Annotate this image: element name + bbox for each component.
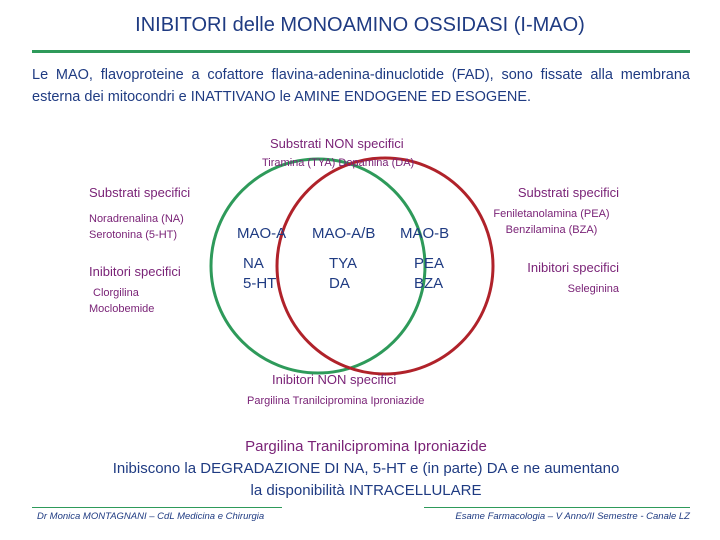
left-inhibitor-0: Clorgilina — [93, 287, 139, 299]
mao-ab-substrate-1: DA — [329, 275, 350, 292]
mao-b-substrate-0: PEA — [414, 255, 445, 272]
mao-b-substrate-1: BZA — [414, 275, 444, 292]
mao-a-label: MAO-A — [237, 225, 287, 242]
nonspecific-inhibitors-items: Pargilina Tranilcipromina Iproniazide — [247, 395, 425, 407]
right-substrate-0: Feniletanolamina (PEA) — [493, 208, 610, 220]
right-inhibitors-heading: Inibitori specifici — [527, 260, 619, 275]
right-substrates-heading: Substrati specifici — [517, 185, 619, 200]
left-substrates-heading: Substrati specifici — [89, 185, 191, 200]
conclusion-line-2: Inibiscono la DEGRADAZIONE DI NA, 5-HT e (in parte) DA e ne aumentano — [112, 460, 620, 477]
left-inhibitor-1: Moclobemide — [89, 303, 155, 315]
mao-b-circle — [277, 158, 493, 374]
right-inhibitor-0: Seleginina — [567, 283, 619, 295]
mao-ab-label: MAO-A/B — [312, 225, 376, 242]
nonspecific-inhibitors-heading: Inibitori NON specifici — [272, 372, 397, 387]
left-substrate-0: Noradrenalina (NA) — [89, 213, 184, 225]
page-title: INIBITORI delle MONOAMINO OSSIDASI (I-MAO) — [135, 14, 585, 36]
nonspecific-substrates-heading: Substrati NON specifici — [270, 136, 404, 151]
mao-a-substrate-1: 5-HT — [243, 275, 277, 292]
footer-right-text: Esame Farmacologia – V Anno/II Semestre - Canale LZ — [455, 511, 690, 522]
left-inhibitors-heading: Inibitori specifici — [89, 264, 181, 279]
mao-ab-substrate-0: TYA — [329, 255, 358, 272]
conclusion-line-1: Pargilina Tranilcipromina Iproniazide — [245, 438, 487, 455]
conclusion-line-3: la disponibilità INTRACELLULARE — [250, 482, 482, 499]
mao-a-substrate-0: NA — [243, 255, 264, 272]
footer-right-rule — [424, 507, 690, 508]
mao-b-label: MAO-B — [400, 225, 450, 242]
footer-left-rule — [32, 507, 282, 508]
left-substrate-1: Serotonina (5-HT) — [89, 229, 178, 241]
intro-paragraph: Le MAO, flavoproteine a cofattore flavina-adenina-dinuclotide (FAD), sono fissate alla membrana esterna dei mitocondri e INATTIVANO le AMINE ENDOGENE ED ESOGENE. — [32, 67, 690, 105]
right-substrate-1: Benzilamina (BZA) — [505, 224, 598, 236]
footer-left-text: Dr Monica MONTAGNANI – CdL Medicina e Chirurgia — [37, 511, 265, 522]
nonspecific-substrates-items: Tiramina (TYA) Dopamina (DA) — [262, 157, 415, 169]
